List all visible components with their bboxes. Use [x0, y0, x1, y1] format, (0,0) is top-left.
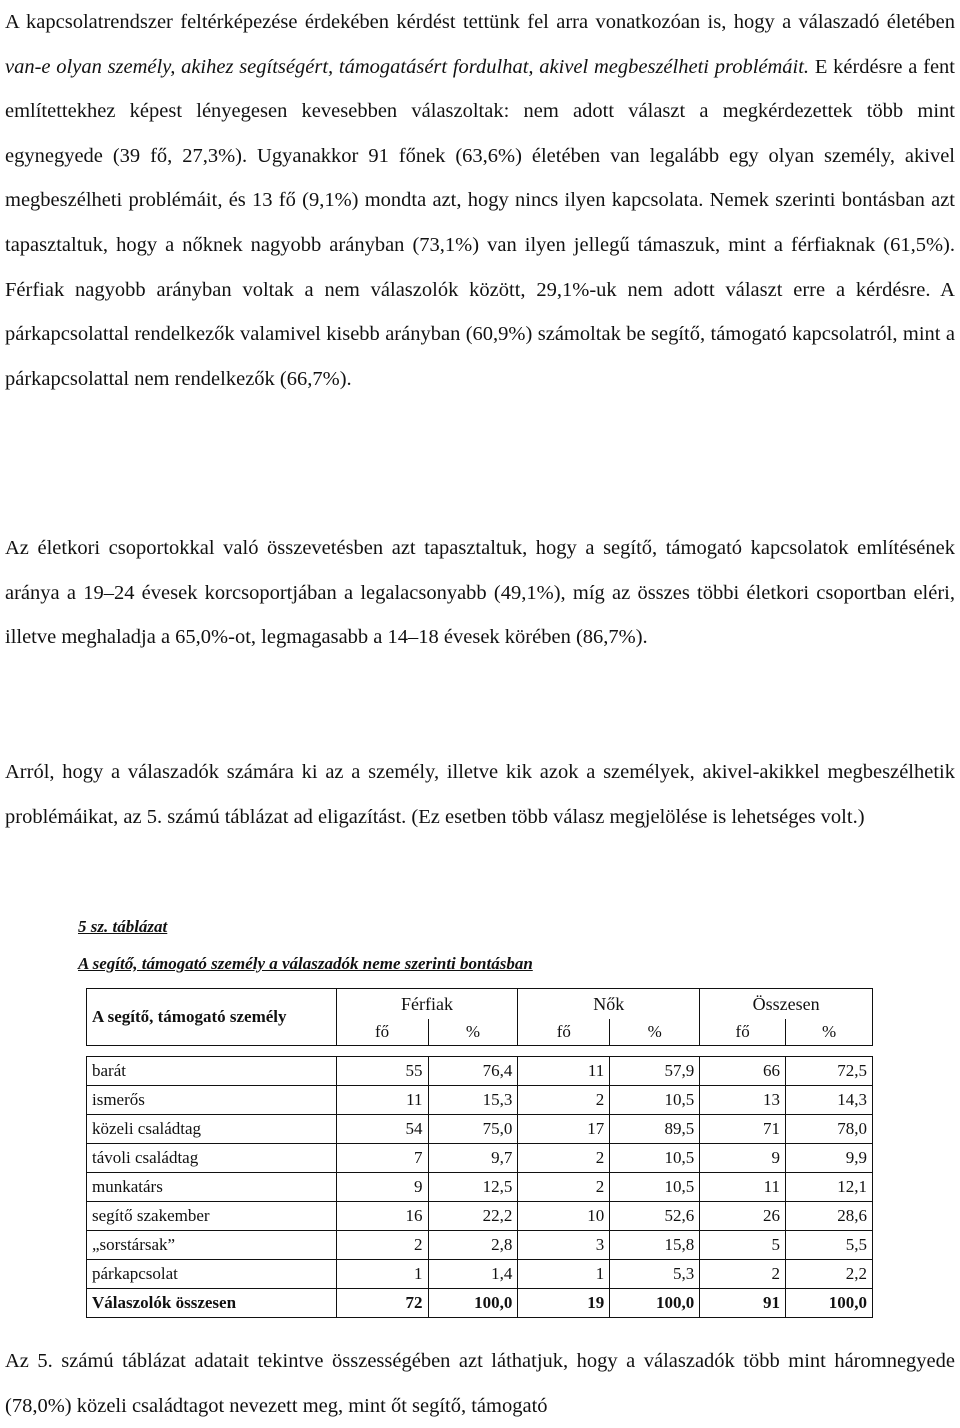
sub-header: % [610, 1019, 700, 1046]
table-cell: 72 [336, 1289, 428, 1318]
table-cell: 22,2 [428, 1202, 518, 1231]
table-cell: 9,7 [428, 1144, 518, 1173]
paragraph-2: Az életkori csoportokkal való összevetésben azt tapasztaltuk, hogy a segítő, támogató kapcsolatok említésének aránya a 19–24 évesek korcsoportjában a legalacsonyabb (49,1%), míg az összes többi életkori csoportban eléri, illetve meghaladja a 65,0%-ot, legmagasabb a 14–18 évesek körében (86,7%). [5, 537, 955, 649]
group-header-men: Férfiak [336, 989, 518, 1020]
table-cell: 55 [336, 1057, 428, 1086]
table-cell: 15,8 [610, 1231, 700, 1260]
paragraph-4: Az 5. számú táblázat adatait tekintve összességében azt láthatjuk, hogy a válaszadók több mint háromnegyede (78,0%) közeli családtagot nevezett meg, mint őt segítő, támogató [5, 1350, 955, 1417]
row-label: távoli családtag [87, 1144, 337, 1173]
table-cell: 10 [518, 1202, 610, 1231]
table-cell: 76,4 [428, 1057, 518, 1086]
sub-header: fő [518, 1019, 610, 1046]
table-cell: 89,5 [610, 1115, 700, 1144]
table-cell: 2 [518, 1144, 610, 1173]
data-table [86, 988, 873, 1318]
table-cell: 78,0 [786, 1115, 873, 1144]
table-row-header: A segítő, támogató személy [87, 989, 337, 1046]
table-body [87, 1057, 873, 1289]
table-row [87, 1057, 873, 1086]
table-cell: 72,5 [786, 1057, 873, 1086]
table-cell: 13 [700, 1086, 786, 1115]
table-cell: 5,5 [786, 1231, 873, 1260]
table-row [87, 1231, 873, 1260]
row-label: munkatárs [87, 1173, 337, 1202]
table-cell: 52,6 [610, 1202, 700, 1231]
paragraph-1: A kapcsolatrendszer feltérképezése érdekében kérdést tettünk fel arra vonatkozóan is, hogy a válaszadó életében van-e olyan személy, akihez segítségért, támogatásért fordulhat, akivel megbeszélheti problémáit. E kérdésre a fent említettekhez képest lényegesen kevesebben válaszoltak: nem adott választ a megkérdezettek több mint egynegyede (39 fő, 27,3%). Ugyanakkor 91 főnek (63,6%) életében van legalább egy olyan személy, akivel megbeszélheti problémáit, és 13 fő (9,1%) mondta azt, hogy nincs ilyen kapcsolata. Nemek szerinti bontásban azt tapasztaltuk, hogy a nőknek nagyobb arányban (73,1%) van ilyen jellegű támaszuk, mint a férfiaknak (61,5%). Férfiak nagyobb arányban voltak a nem válaszolók között, 29,1%-uk nem adott választ erre a kérdésre. A párkapcsolattal rendelkezők valamivel kisebb arányban (60,9%) számoltak be segítő, támogató kapcsolatról, mint a párkapcsolattal nem rendelkezők (66,7%). [5, 11, 956, 390]
row-label: Válaszolók összesen [87, 1289, 337, 1318]
table-cell: 28,6 [786, 1202, 873, 1231]
table-row-total [87, 1289, 873, 1318]
row-label: párkapcsolat [87, 1260, 337, 1289]
sub-header: % [786, 1019, 873, 1046]
table-cell: 75,0 [428, 1115, 518, 1144]
table-cell: 10,5 [610, 1173, 700, 1202]
table-row [87, 1202, 873, 1231]
row-label: segítő szakember [87, 1202, 337, 1231]
table-cell: 11 [700, 1173, 786, 1202]
table-cell: 1 [336, 1260, 428, 1289]
table-row [87, 1173, 873, 1202]
table-cell: 2 [518, 1173, 610, 1202]
table-cell: 2,8 [428, 1231, 518, 1260]
table-cell: 9,9 [786, 1144, 873, 1173]
table-cell: 100,0 [610, 1289, 700, 1318]
sub-header: fő [336, 1019, 428, 1046]
table-cell: 10,5 [610, 1086, 700, 1115]
table-row [87, 1260, 873, 1289]
table-cell: 11 [518, 1057, 610, 1086]
sub-header: % [428, 1019, 518, 1046]
table-number: 5 sz. táblázat [78, 917, 168, 936]
row-label: közeli családtag [87, 1115, 337, 1144]
table-cell: 11 [336, 1086, 428, 1115]
table-cell: 17 [518, 1115, 610, 1144]
table-cell: 14,3 [786, 1086, 873, 1115]
group-header-women: Nők [518, 989, 700, 1020]
sub-header: fő [700, 1019, 786, 1046]
table-cell: 3 [518, 1231, 610, 1260]
table-cell: 19 [518, 1289, 610, 1318]
table-cell: 9 [336, 1173, 428, 1202]
group-header-total: Összesen [700, 989, 873, 1020]
table-cell: 5,3 [610, 1260, 700, 1289]
table-cell: 12,5 [428, 1173, 518, 1202]
table-cell: 12,1 [786, 1173, 873, 1202]
table-row [87, 1144, 873, 1173]
table-cell: 71 [700, 1115, 786, 1144]
table-row [87, 1086, 873, 1115]
table-cell: 100,0 [428, 1289, 518, 1318]
table-cell: 1 [518, 1260, 610, 1289]
table-row [87, 1115, 873, 1144]
table-cell: 16 [336, 1202, 428, 1231]
table-cell: 7 [336, 1144, 428, 1173]
table-cell: 2 [700, 1260, 786, 1289]
table-cell: 1,4 [428, 1260, 518, 1289]
table-cell: 100,0 [786, 1289, 873, 1318]
row-label: barát [87, 1057, 337, 1086]
table-cell: 2 [518, 1086, 610, 1115]
row-label: ismerős [87, 1086, 337, 1115]
table-cell: 9 [700, 1144, 786, 1173]
paragraph-3: Arról, hogy a válaszadók számára ki az a személy, illetve kik azok a személyek, akivel-akikkel megbeszélhetik problémáikat, az 5. számú táblázat ad eligazítást. (Ez esetben több válasz megjelölése is lehetséges volt.) [5, 761, 955, 828]
table-cell: 10,5 [610, 1144, 700, 1173]
table-cell: 5 [700, 1231, 786, 1260]
row-label: „sorstársak” [87, 1231, 337, 1260]
table-title: A segítő, támogató személy a válaszadók neme szerinti bontásban [78, 954, 533, 973]
table-cell: 57,9 [610, 1057, 700, 1086]
table-cell: 15,3 [428, 1086, 518, 1115]
table-cell: 66 [700, 1057, 786, 1086]
table-cell: 2,2 [786, 1260, 873, 1289]
table-cell: 54 [336, 1115, 428, 1144]
table-cell: 91 [700, 1289, 786, 1318]
table-cell: 2 [336, 1231, 428, 1260]
table-cell: 26 [700, 1202, 786, 1231]
